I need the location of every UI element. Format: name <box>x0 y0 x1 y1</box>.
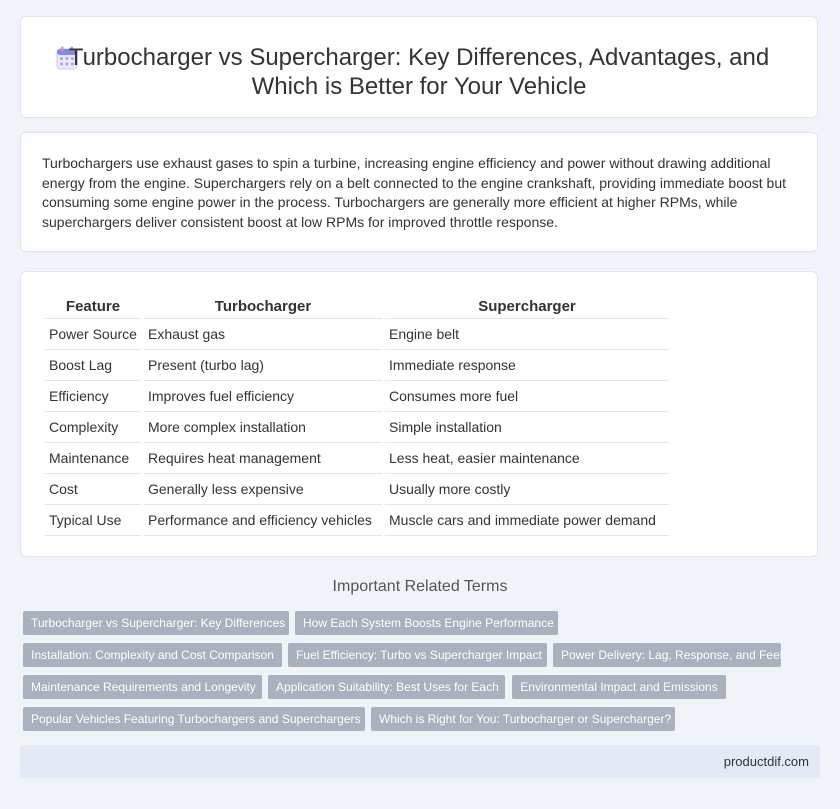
table-cell: Performance and efficiency vehicles <box>144 505 382 536</box>
table-row <box>45 443 669 474</box>
table-cell: Less heat, easier maintenance <box>385 443 669 474</box>
table-cell: Exhaust gas <box>144 319 382 350</box>
table-cell: Consumes more fuel <box>385 381 669 412</box>
related-tag[interactable]: Power Delivery: Lag, Response, and Feel <box>553 643 781 667</box>
page-title-line1: Turbocharger vs Supercharger: Key Differences, Advantages, and <box>68 44 770 71</box>
intro-paragraph: Turbochargers use exhaust gases to spin a turbine, increasing engine efficiency and power without drawing additional energy from the engine. Superchargers rely on a belt connected to the engine crankshaft, providing immediate boost but consuming some engine power in the process. Turbochargers are generally more efficient at higher RPMs, while superchargers deliver consistent boost at low RPMs for improved throttle response. <box>42 155 787 230</box>
related-tag[interactable]: Maintenance Requirements and Longevity <box>23 675 262 699</box>
table-row <box>45 381 669 412</box>
page-title-line2: Which is Better for Your Vehicle <box>251 73 587 100</box>
table-header-row <box>45 294 669 319</box>
table-cell: Cost <box>45 474 141 505</box>
table-cell: Requires heat management <box>144 443 382 474</box>
table-cell: Present (turbo lag) <box>144 350 382 381</box>
table-cell: More complex installation <box>144 412 382 443</box>
table-cell: Maintenance <box>45 443 141 474</box>
table-cell: Efficiency <box>45 381 141 412</box>
footer-site-link[interactable]: productdif.com <box>723 754 809 769</box>
related-terms-title: Important Related Terms <box>332 578 508 595</box>
table-cell: Muscle cars and immediate power demand <box>385 505 669 536</box>
intro-card <box>20 132 818 252</box>
comparison-card <box>20 271 818 557</box>
related-tag[interactable]: Application Suitability: Best Uses for Each <box>268 675 505 699</box>
table-row <box>45 350 669 381</box>
table-row <box>45 412 669 443</box>
header-supercharger: Supercharger <box>385 294 669 319</box>
footer <box>20 745 820 778</box>
table-cell: Simple installation <box>385 412 669 443</box>
table-cell: Complexity <box>45 412 141 443</box>
header-card <box>20 16 818 118</box>
table-cell: Engine belt <box>385 319 669 350</box>
table-cell: Usually more costly <box>385 474 669 505</box>
page-title <box>21 43 817 101</box>
table-row <box>45 319 669 350</box>
table-cell: Power Source <box>45 319 141 350</box>
table-cell: Generally less expensive <box>144 474 382 505</box>
related-tag[interactable]: How Each System Boosts Engine Performance <box>295 611 558 635</box>
comparison-table <box>42 294 672 536</box>
table-cell: Typical Use <box>45 505 141 536</box>
header-feature: Feature <box>45 294 141 319</box>
header-turbocharger: Turbocharger <box>144 294 382 319</box>
related-tag[interactable]: Which is Right for You: Turbocharger or Supercharger? <box>371 707 675 731</box>
table-row <box>45 505 669 536</box>
table-cell: Immediate response <box>385 350 669 381</box>
related-tag[interactable]: Environmental Impact and Emissions <box>512 675 726 699</box>
related-tag[interactable]: Fuel Efficiency: Turbo vs Supercharger Impact <box>288 643 547 667</box>
related-tag[interactable]: Popular Vehicles Featuring Turbochargers and Superchargers <box>23 707 365 731</box>
table-row <box>45 474 669 505</box>
table-cell: Boost Lag <box>45 350 141 381</box>
table-cell: Improves fuel efficiency <box>144 381 382 412</box>
related-tag[interactable]: Installation: Complexity and Cost Comparison <box>23 643 282 667</box>
related-tag[interactable]: Turbocharger vs Supercharger: Key Differences <box>23 611 289 635</box>
